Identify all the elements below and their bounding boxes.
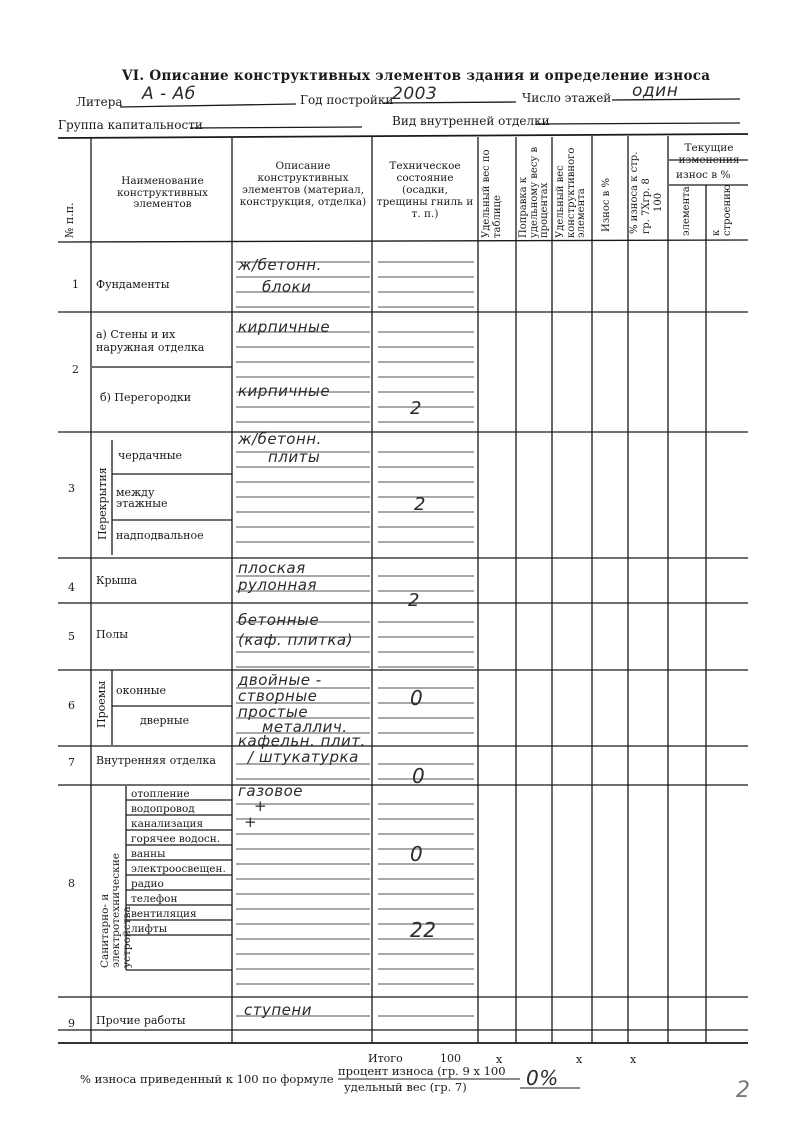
row3-attic-desc1: ж/бетонн. <box>238 430 322 448</box>
row2-walls-desc: кирпичные <box>238 318 331 336</box>
row8-item: ванны <box>131 848 166 860</box>
row7-num: 7 <box>68 756 75 769</box>
row3-between2: этажные <box>116 497 168 510</box>
row3-num: 3 <box>68 482 75 495</box>
row8-num: 8 <box>68 877 75 890</box>
row6-doors-desc1: простые <box>238 703 309 721</box>
row8-item: канализация <box>131 818 204 830</box>
col-current-wear: износ в % <box>676 169 731 181</box>
formula-denominator: удельный вес (гр. 7) <box>344 1080 467 1094</box>
year-value: 2003 <box>392 84 438 104</box>
row5-name: Полы <box>96 628 128 641</box>
col-wear: Износ в % <box>601 178 612 232</box>
row4-state: 2 <box>408 590 420 611</box>
row9-num: 9 <box>68 1017 75 1030</box>
litera-label: Литера <box>76 95 123 109</box>
col-num: № п.п. <box>63 202 76 238</box>
formula-label: % износа приведенный к 100 по формуле <box>80 1072 334 1086</box>
floors-value: один <box>632 81 679 101</box>
row8-item: горячее водосн. <box>131 833 221 845</box>
row8-group: Санитарно- и электротехнические устройства <box>99 853 134 968</box>
row8-item: радио <box>131 878 164 890</box>
row8-heating-desc: газовое <box>238 782 303 800</box>
total-label: Итого <box>368 1052 403 1065</box>
row8-sewer-desc: + <box>244 813 258 831</box>
wear-result: 0% <box>526 1066 559 1090</box>
total-x2: x <box>576 1053 583 1066</box>
row5-desc2: (каф. плитка) <box>238 631 353 649</box>
row6-doors: дверные <box>140 714 190 727</box>
row7-desc1: кафельн. плит. <box>238 732 366 750</box>
row8-state2: 22 <box>410 918 437 942</box>
row4-desc2: рулонная <box>238 576 317 594</box>
row6-windows-desc2: створные <box>238 687 318 705</box>
col-current-title: Текущие изменения <box>678 142 740 167</box>
page-number: 2 <box>736 1078 751 1103</box>
row8-item: лифты <box>131 923 168 935</box>
col-name: Наименование конструктивных элементов <box>116 175 209 211</box>
row4-name: Крыша <box>96 574 138 587</box>
row8-water-desc: + <box>254 797 268 815</box>
row4-num: 4 <box>68 581 75 594</box>
row8-item: телефон <box>131 893 178 905</box>
row8-item: электроосвещен. <box>131 863 226 875</box>
row4-desc1: плоская <box>238 559 306 577</box>
col-wear-calc-b: гр. 7Xгр. 8 <box>641 178 652 234</box>
row7-state: 0 <box>412 764 426 788</box>
formula-numerator: процент износа (гр. 9 x 100 <box>338 1064 506 1078</box>
row6-state: 0 <box>410 686 424 710</box>
row8-item: отопление <box>131 788 190 800</box>
row3-between1: между <box>116 486 155 499</box>
row2-state: 2 <box>410 398 422 419</box>
row2-num: 2 <box>72 363 79 376</box>
year-label: Год постройки <box>300 93 394 107</box>
row9-name: Прочие работы <box>96 1014 186 1027</box>
floors-label: Число этажей <box>522 91 612 105</box>
row8-item: водопровод <box>131 803 195 815</box>
row1-desc2: блоки <box>262 278 312 296</box>
row2-partitions: б) Перегородки <box>100 391 192 404</box>
row6-num: 6 <box>68 699 75 712</box>
row9-desc: ступени <box>244 1001 312 1019</box>
row5-num: 5 <box>68 630 75 643</box>
row3-state: 2 <box>414 494 426 515</box>
finish-label: Вид внутренней отделки <box>392 114 550 128</box>
col-current-elem: элемента <box>681 186 692 236</box>
row5-desc1: бетонные <box>238 611 320 629</box>
row8-item: вентиляция <box>131 908 197 920</box>
col-desc: Описание конструктивных элементов (материал, конструкция, отделка) <box>239 160 367 209</box>
col-weight: Удельный вес по таблице <box>481 149 503 238</box>
col-state: Техническое состояние (осадки, трещины гниль и т. п.) <box>376 160 474 221</box>
total-x1: x <box>496 1053 503 1066</box>
total-x3: x <box>630 1053 637 1066</box>
row3-basement: надподвальное <box>116 529 204 542</box>
row3-attic-desc2: плиты <box>268 448 321 466</box>
col-correction: Поправка к удельному весу в процентах <box>518 146 550 238</box>
litera-value: А - Аб <box>142 84 196 104</box>
total-value: 100 <box>440 1052 461 1065</box>
row1-desc1: ж/бетонн. <box>238 256 322 274</box>
row3-group: Перекрытия <box>96 467 109 540</box>
row2-partitions-desc: кирпичные <box>238 382 331 400</box>
row6-windows-desc1: двойные - <box>238 671 322 689</box>
form-title: VI. Описание конструктивных элементов здания и определение износа <box>122 68 711 84</box>
col-wear-calc-c: 100 <box>653 192 664 212</box>
row6-windows: оконные <box>116 684 167 697</box>
row2-walls: а) Стены и их наружная отделка <box>96 328 205 355</box>
col-wear-calc-a: % износа к стр. <box>629 151 640 234</box>
col-elem-weight: Удельный вес конструктивного элемента <box>555 147 587 238</box>
row8-state1: 0 <box>410 842 424 866</box>
row6-group: Проемы <box>95 680 108 728</box>
group-label: Группа капитальности <box>58 118 203 132</box>
row7-desc2: / штукатурка <box>248 748 359 766</box>
row1-num: 1 <box>72 278 79 291</box>
row1-name: Фундаменты <box>96 278 170 291</box>
row7-name: Внутренняя отделка <box>96 754 216 767</box>
row3-attic: чердачные <box>118 449 183 462</box>
row6-doors-desc2: металлич. <box>262 718 348 736</box>
col-current-build: к строению <box>711 184 733 236</box>
